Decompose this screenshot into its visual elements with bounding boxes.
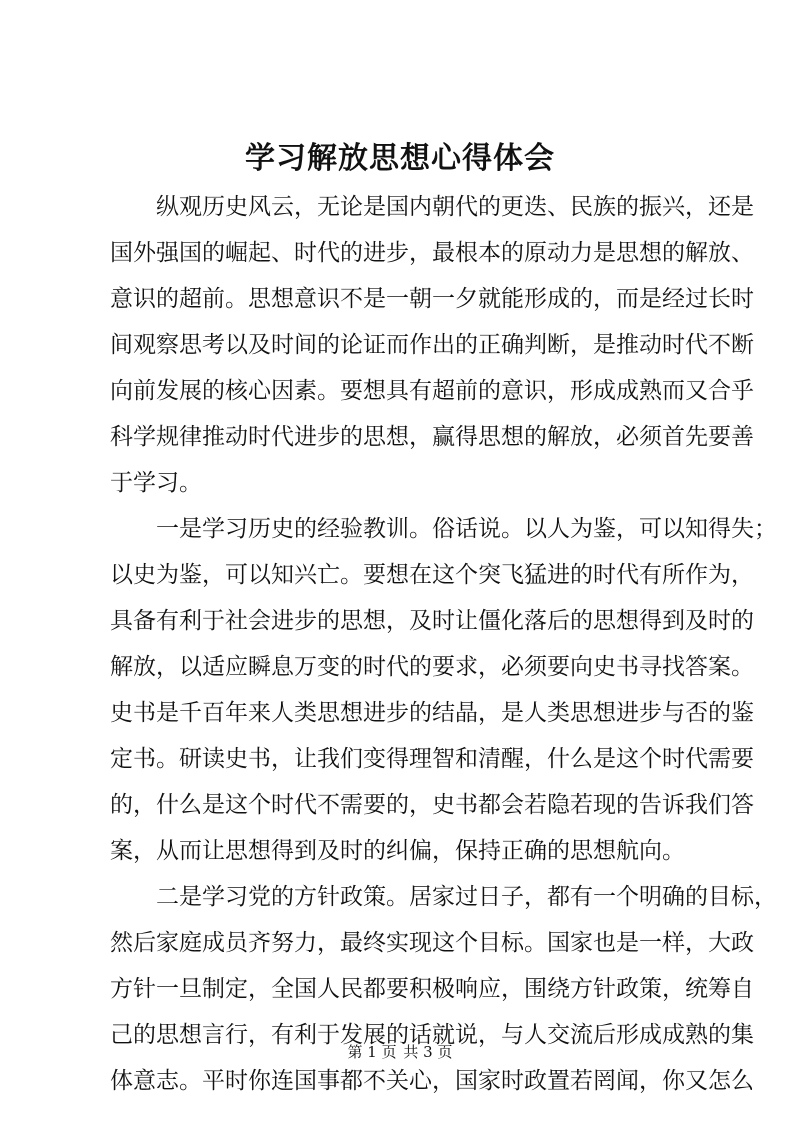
paragraph-2 <box>110 506 777 874</box>
paragraph-line: 案，从而让思想得到及时的纠偏，保持正确的思想航向。 <box>110 838 685 864</box>
page-footer <box>0 1042 800 1062</box>
paragraph-line: 一是学习历史的经验教训。俗话说。以人为鉴，可以知得失； <box>156 516 777 542</box>
paragraph-line: 具备有利于社会进步的思想，及时让僵化落后的思想得到及时的 <box>110 608 754 634</box>
paragraph-line: 于学习。 <box>110 470 202 496</box>
paragraph-line: 科学规律推动时代进步的思想，赢得思想的解放，必须首先要善 <box>110 424 754 450</box>
paragraph-line: 纵观历史风云，无论是国内朝代的更迭、民族的振兴，还是 <box>156 194 754 220</box>
paragraph-line: 二是学习党的方针政策。居家过日子，都有一个明确的目标， <box>156 884 777 910</box>
paragraph-line: 定书。研读史书，让我们变得理智和清醒，什么是这个时代需要 <box>110 746 754 772</box>
page-number: 第 1 页 <box>347 1043 397 1061</box>
paragraph-line: 解放，以适应瞬息万变的时代的要求，必须要向史书寻找答案。 <box>110 654 754 680</box>
paragraph-line: 方针一旦制定，全国人民都要积极响应，围绕方针政策，统筹自 <box>110 976 754 1002</box>
paragraph-line: 意识的超前。思想意识不是一朝一夕就能形成的，而是经过长时 <box>110 286 754 312</box>
paragraph-line: 己的思想言行，有利于发展的话就说，与人交流后形成成熟的集 <box>110 1022 754 1048</box>
paragraph-line: 间观察思考以及时间的论证而作出的正确判断，是推动时代不断 <box>110 332 754 358</box>
paragraph-line: 然后家庭成员齐努力，最终实现这个目标。国家也是一样，大政 <box>110 930 754 956</box>
paragraph-1 <box>110 184 754 506</box>
paragraph-line: 国外强国的崛起、时代的进步，最根本的原动力是思想的解放、 <box>110 240 754 266</box>
paragraph-line: 史书是千百年来人类思想进步的结晶，是人类思想进步与否的鉴 <box>110 700 754 726</box>
paragraph-line: 的，什么是这个时代不需要的，史书都会若隐若现的告诉我们答 <box>110 792 754 818</box>
document-body <box>110 184 777 1104</box>
paragraph-line: 向前发展的核心因素。要想具有超前的意识，形成成熟而又合乎 <box>110 378 754 404</box>
paragraph-line: 体意志。平时你连国事都不关心，国家时政置若罔闻，你又怎么 <box>110 1068 754 1094</box>
total-pages: 共 3 页 <box>403 1043 453 1061</box>
paragraph-line: 以史为鉴，可以知兴亡。要想在这个突飞猛进的时代有所作为， <box>110 562 754 588</box>
document-title: 学习解放思想心得体会 <box>245 141 555 176</box>
paragraph-3 <box>110 874 777 1104</box>
